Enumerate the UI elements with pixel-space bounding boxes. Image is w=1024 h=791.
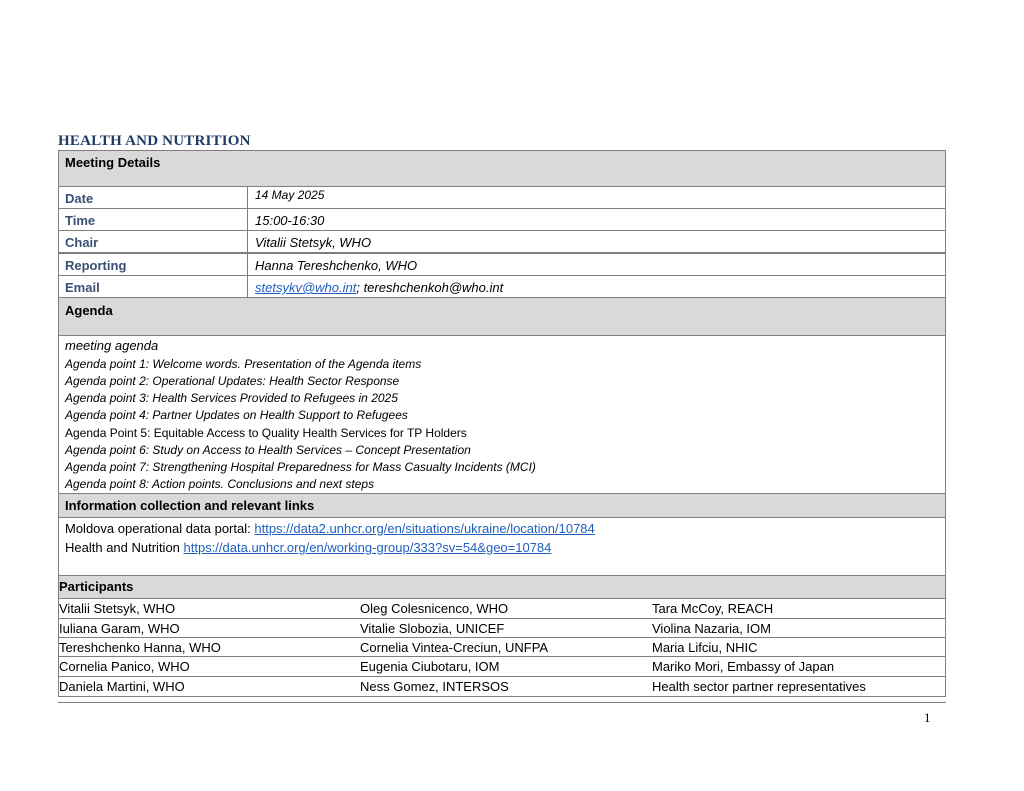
time-value: 15:00-16:30 bbox=[255, 213, 325, 228]
participant: Daniela Martini, WHO bbox=[59, 679, 185, 694]
portal-label: Moldova operational data portal: bbox=[65, 521, 255, 536]
participants-title: Participants bbox=[59, 579, 134, 594]
participant: Vitalii Stetsyk, WHO bbox=[59, 601, 176, 616]
reporting-value: Hanna Tereshchenko, WHO bbox=[255, 258, 418, 273]
agenda-body bbox=[58, 335, 946, 494]
chair-value: Vitalii Stetsyk, WHO bbox=[255, 235, 372, 250]
participants-row bbox=[58, 598, 946, 618]
participant: Vitalie Slobozia, UNICEF bbox=[360, 621, 505, 636]
page-number: 1 bbox=[924, 710, 931, 725]
chair-label: Chair bbox=[65, 235, 99, 250]
participant: Tereshchenko Hanna, WHO bbox=[59, 640, 221, 655]
agenda-title: Agenda bbox=[65, 303, 113, 318]
date-label: Date bbox=[65, 191, 94, 206]
email-value bbox=[255, 280, 503, 295]
detail-row-time bbox=[58, 208, 946, 231]
meeting-details-title: Meeting Details bbox=[65, 155, 161, 170]
participants-row bbox=[58, 637, 946, 657]
info-header bbox=[58, 493, 946, 518]
info-title: Information collection and relevant links bbox=[65, 498, 315, 513]
participant: Oleg Colesnicenco, WHO bbox=[360, 601, 509, 616]
agenda-item-7: Agenda point 7: Strengthening Hospital Preparedness for Mass Casualty Incidents (MCI) bbox=[65, 460, 536, 474]
info-line-health bbox=[65, 540, 551, 555]
agenda-item-6: Agenda point 6: Study on Access to Health Services – Concept Presentation bbox=[65, 443, 471, 457]
participant: Mariko Mori, Embassy of Japan bbox=[652, 659, 835, 674]
document-title: HEALTH AND NUTRITION bbox=[58, 133, 251, 149]
participant: Iuliana Garam, WHO bbox=[59, 621, 180, 636]
detail-row-email bbox=[58, 275, 946, 298]
detail-row-reporting bbox=[58, 253, 946, 276]
health-label: Health and Nutrition bbox=[65, 540, 184, 555]
participants-header bbox=[58, 575, 946, 599]
table-bottom-rule bbox=[58, 702, 946, 703]
agenda-item-1: Agenda point 1: Welcome words. Presentation of the Agenda items bbox=[65, 357, 422, 371]
agenda-item-5: Agenda Point 5: Equitable Access to Quality Health Services for TP Holders bbox=[65, 426, 467, 440]
agenda-item-3: Agenda point 3: Health Services Provided to Refugees in 2025 bbox=[65, 391, 398, 405]
participants-row bbox=[58, 676, 946, 697]
email-label: Email bbox=[65, 280, 100, 295]
reporting-email: ; tereshchenkoh@who.int bbox=[356, 280, 504, 295]
participant: Maria Lifciu, NHIC bbox=[652, 640, 758, 655]
participant: Violina Nazaria, IOM bbox=[652, 621, 771, 636]
health-link[interactable]: https://data.unhcr.org/en/working-group/333?sv=54&geo=10784 bbox=[183, 540, 552, 555]
reporting-label: Reporting bbox=[65, 258, 127, 273]
portal-link[interactable]: https://data2.unhcr.org/en/situations/ukraine/location/10784 bbox=[254, 521, 595, 536]
info-line-portal bbox=[65, 521, 595, 536]
detail-row-chair bbox=[58, 230, 946, 253]
agenda-item-8: Agenda point 8: Action points. Conclusions and next steps bbox=[65, 477, 375, 491]
participant: Eugenia Ciubotaru, IOM bbox=[360, 659, 500, 674]
participants-row bbox=[58, 656, 946, 676]
participants-row bbox=[58, 618, 946, 638]
participant: Cornelia Panico, WHO bbox=[59, 659, 190, 674]
detail-row-date bbox=[58, 186, 946, 209]
agenda-item-4: Agenda point 4: Partner Updates on Health Support to Refugees bbox=[65, 408, 408, 422]
agenda-item-2: Agenda point 2: Operational Updates: Health Sector Response bbox=[65, 374, 400, 388]
participant: Tara McCoy, REACH bbox=[652, 601, 774, 616]
time-label: Time bbox=[65, 213, 96, 228]
chair-email-link[interactable]: stetsykv@who.int bbox=[255, 280, 357, 295]
date-value: 14 May 2025 bbox=[255, 188, 325, 202]
participant: Health sector partner representatives bbox=[652, 679, 866, 694]
participant: Cornelia Vintea-Creciun, UNFPA bbox=[360, 640, 549, 655]
participant: Ness Gomez, INTERSOS bbox=[360, 679, 509, 694]
meeting-details-header bbox=[58, 150, 946, 187]
info-body bbox=[58, 517, 946, 576]
agenda-intro: meeting agenda bbox=[65, 338, 159, 353]
agenda-header bbox=[58, 297, 946, 336]
